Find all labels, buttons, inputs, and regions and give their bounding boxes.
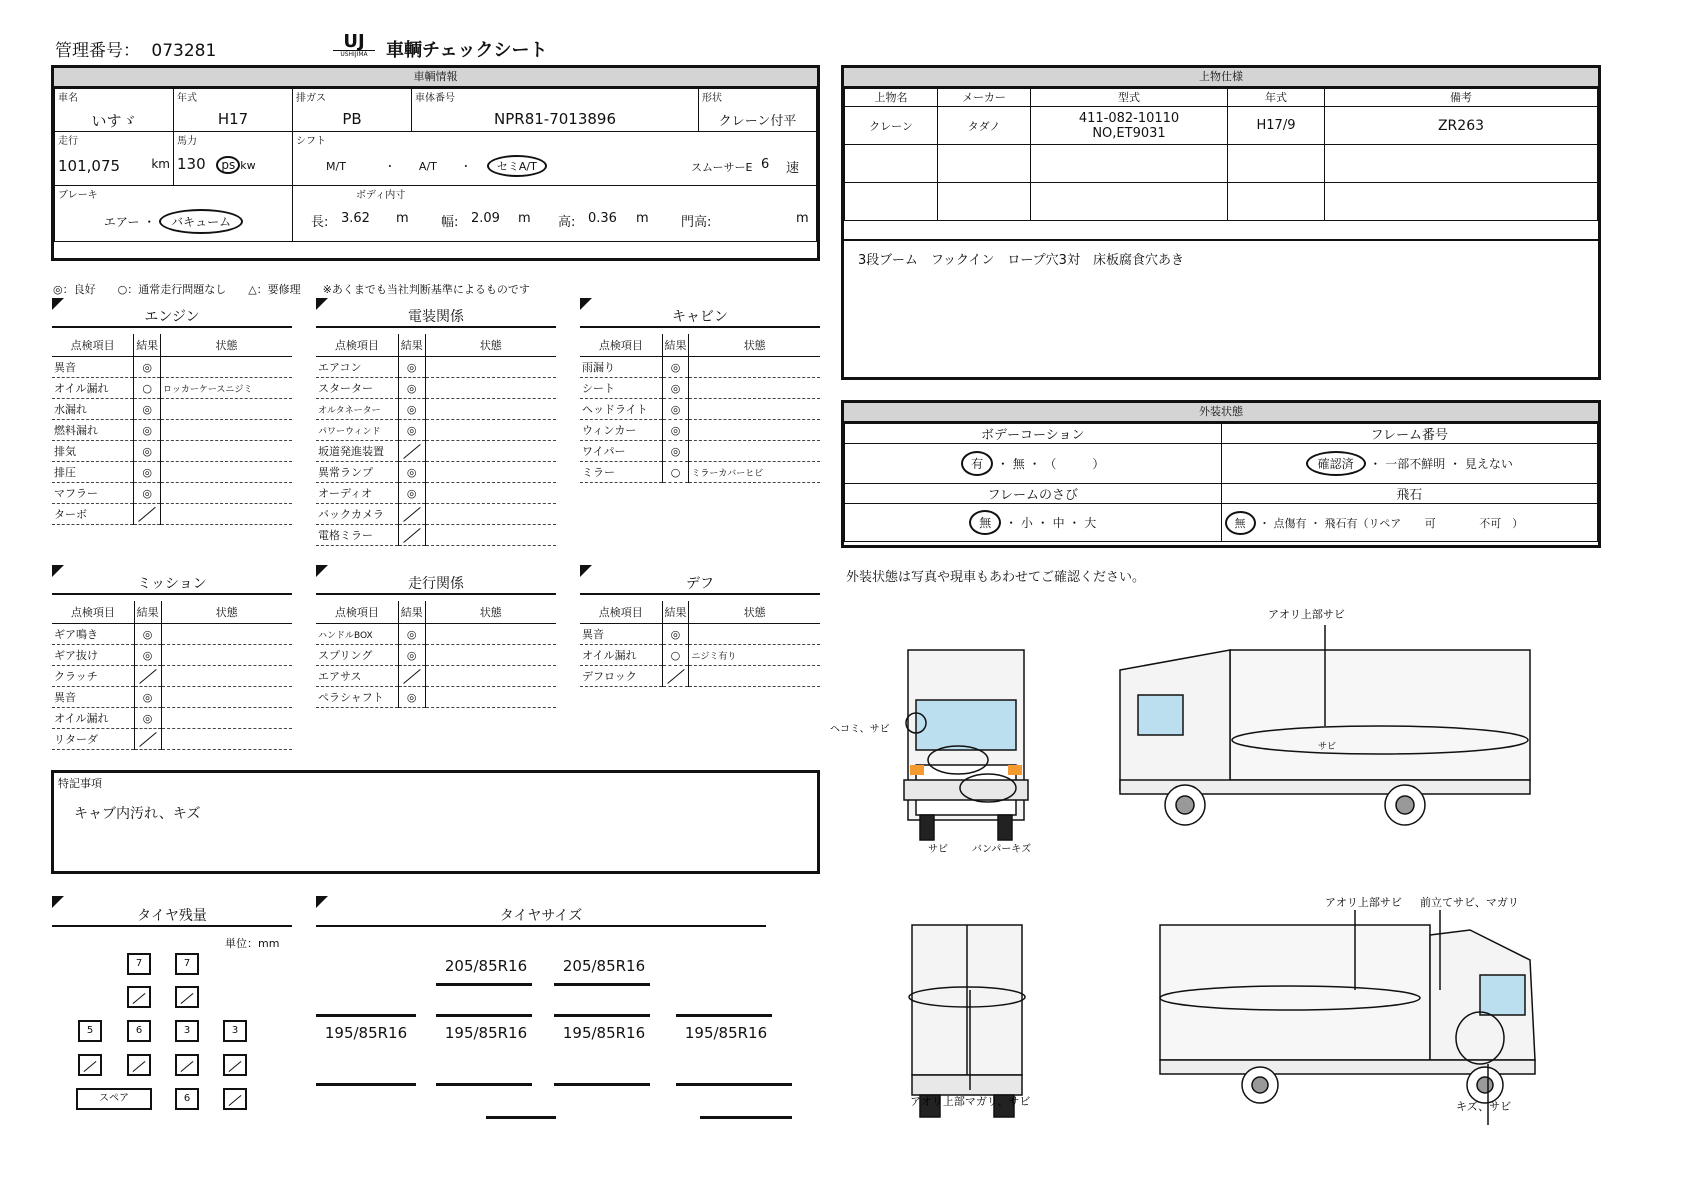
cell-name: 車名 いすゞ — [55, 89, 174, 132]
hdr-frame-no: フレーム番号 — [1221, 424, 1598, 444]
check-result: ◎ — [398, 420, 425, 441]
tire-line — [676, 1083, 792, 1086]
note-9: サビ — [1318, 741, 1337, 751]
check-state — [425, 357, 556, 378]
col-header-result: 結果 — [398, 601, 425, 624]
body-coat-values: 有 ・ 無 ・ （ ） — [845, 444, 1222, 484]
check-item: ウィンカー — [580, 420, 662, 441]
special-text: キャブ内汚れ、キズ — [74, 806, 201, 822]
electric-title: 電装関係 — [316, 306, 556, 328]
check-result: ◎ — [134, 483, 161, 504]
check-state — [161, 645, 292, 666]
col-header-item: 点検項目 — [316, 334, 398, 357]
hdr-year: 年式 — [1228, 89, 1325, 107]
check-row — [580, 357, 820, 378]
check-row — [52, 357, 292, 378]
check-state: ミラーカバーヒビ — [689, 462, 820, 483]
tire-size-front-1: 205/85R16 — [444, 957, 528, 975]
check-item: ヘッドライト — [580, 399, 662, 420]
check-result: ◎ — [662, 441, 689, 462]
exterior-bar: 外装状態 — [844, 403, 1598, 423]
check-item: オーディオ — [316, 483, 398, 504]
col-header-result: 結果 — [662, 601, 689, 624]
check-row — [316, 624, 556, 645]
check-state — [161, 624, 292, 645]
tire-rear-3-na — [175, 1054, 199, 1076]
cell-chassis: 車体番号 NPR81-7013896 — [412, 89, 699, 132]
note-3: サビ — [928, 844, 948, 855]
check-item: ワイパー — [580, 441, 662, 462]
tire-front-left: 7 — [127, 953, 151, 975]
check-result: ◎ — [398, 378, 425, 399]
management-number — [55, 36, 216, 61]
check-state — [425, 504, 556, 525]
check-state — [689, 378, 820, 399]
check-item: ターボ — [52, 504, 134, 525]
check-result — [134, 729, 161, 750]
vacuum-circled: バキューム — [159, 209, 243, 234]
truck-front-view — [904, 650, 1028, 840]
check-result: ◎ — [398, 462, 425, 483]
cell-year: 年式 H17 — [174, 89, 293, 132]
check-state — [425, 687, 556, 708]
check-item: デフロック — [580, 666, 662, 687]
tire-rear-2-na — [127, 1054, 151, 1076]
truck-diagrams — [820, 590, 1620, 1150]
check-row — [580, 624, 820, 645]
check-row — [52, 399, 292, 420]
check-state: ニジミ有り — [689, 645, 820, 666]
col-header-result: 結果 — [134, 334, 161, 357]
drive-title: 走行関係 — [316, 573, 556, 595]
chip-values: 無 ・ 点傷有 ・ 飛石有（リペア 可 不可 ） — [1221, 504, 1598, 542]
check-row — [316, 399, 556, 420]
tire-size-title: タイヤサイズ — [316, 905, 766, 927]
check-row — [316, 666, 556, 687]
note-5: アオリ上部サビ — [1325, 897, 1402, 909]
check-state — [425, 378, 556, 399]
tire-remain-title: タイヤ残量 — [52, 905, 292, 927]
company-logo — [333, 31, 375, 62]
check-state — [689, 666, 820, 687]
check-row — [316, 357, 556, 378]
col-header-item: 点検項目 — [580, 334, 662, 357]
tire-rear-2: 6 — [127, 1020, 151, 1042]
drive-table — [316, 601, 556, 708]
tire-size-rear-4: 195/85R16 — [684, 1024, 768, 1042]
exterior-box — [841, 400, 1601, 548]
check-item: オイル漏れ — [580, 645, 662, 666]
col-header-state: 状態 — [689, 601, 820, 624]
check-item: オルタネーター — [316, 399, 398, 420]
hdr-body-coat: ボデーコーション — [845, 424, 1222, 444]
check-item: エアサス — [316, 666, 398, 687]
check-state — [161, 687, 292, 708]
col-header-state: 状態 — [425, 601, 556, 624]
check-result — [398, 441, 425, 462]
check-state — [425, 525, 556, 546]
electric-table — [316, 334, 556, 546]
vehicle-info-box — [51, 65, 820, 261]
check-state: ロッカーケースニジミ — [161, 378, 292, 399]
check-row — [580, 462, 820, 483]
frame-no-values: 確認済 ・ 一部不鮮明 ・ 見えない — [1221, 444, 1598, 484]
check-state — [425, 483, 556, 504]
check-row — [316, 483, 556, 504]
check-result — [398, 525, 425, 546]
exterior-grid — [844, 423, 1598, 542]
diff-title: デフ — [580, 573, 820, 595]
check-state — [689, 399, 820, 420]
tire-size-rear-3: 195/85R16 — [562, 1024, 646, 1042]
check-row — [580, 645, 820, 666]
check-item: 異常ランプ — [316, 462, 398, 483]
check-item: パワーウィンド — [316, 420, 398, 441]
check-state — [161, 399, 292, 420]
check-item: 雨漏り — [580, 357, 662, 378]
check-result: ◎ — [134, 624, 161, 645]
tire-line — [554, 1014, 650, 1017]
upper-note: ZR263 — [1325, 107, 1598, 145]
check-result: ◎ — [134, 645, 161, 666]
note-1: アオリ上部サビ — [1268, 609, 1345, 621]
check-item: ギア抜け — [52, 645, 134, 666]
check-state — [425, 666, 556, 687]
check-result: ◎ — [662, 399, 689, 420]
check-row — [316, 525, 556, 546]
check-item: スプリング — [316, 645, 398, 666]
check-item: クラッチ — [52, 666, 134, 687]
check-row — [580, 399, 820, 420]
tire-spare: 6 — [175, 1088, 199, 1110]
check-item: 坂道発進装置 — [316, 441, 398, 462]
cell-brake: ブレーキ エアー ・ バキューム — [55, 186, 293, 242]
check-item: 電格ミラー — [316, 525, 398, 546]
semi-at-circled: セミA/T — [487, 155, 547, 177]
col-header-state: 状態 — [161, 334, 292, 357]
check-state — [425, 462, 556, 483]
check-row — [580, 378, 820, 399]
check-result: ◎ — [134, 357, 161, 378]
legend: ◎：良好 ○：通常走行問題なし △：要修理 ※あくまでも当社判断基準によるものです — [53, 283, 530, 296]
upper-maker: タダノ — [938, 107, 1031, 145]
check-item: オイル漏れ — [52, 708, 134, 729]
special-label: 特記事項 — [58, 777, 102, 790]
check-item: 異音 — [580, 624, 662, 645]
rust-values: 無 ・ 小 ・ 中 ・ 大 — [845, 504, 1222, 542]
tire-size-front-2: 205/85R16 — [562, 957, 646, 975]
truck-side-view-2 — [1160, 910, 1535, 1125]
check-item: ギア鳴き — [52, 624, 134, 645]
mission-title: ミッション — [52, 573, 292, 595]
vehicle-info-bar: 車輌情報 — [54, 68, 817, 88]
cabin-title: キャビン — [580, 306, 820, 328]
check-row — [316, 462, 556, 483]
page-title: 車輌チェックシート — [386, 40, 548, 61]
check-row — [316, 687, 556, 708]
check-row — [52, 420, 292, 441]
check-row — [52, 645, 292, 666]
cell-power: 馬力 130 ps kw — [174, 132, 293, 186]
col-header-result: 結果 — [398, 334, 425, 357]
check-state — [425, 441, 556, 462]
check-result: ◎ — [134, 687, 161, 708]
note-4: バンパーキズ — [972, 844, 1032, 855]
logo-text: USHIJIMA — [333, 50, 375, 58]
check-result: ◎ — [134, 708, 161, 729]
check-item: 燃料漏れ — [52, 420, 134, 441]
check-item: 排圧 — [52, 462, 134, 483]
col-header-state: 状態 — [689, 334, 820, 357]
tire-line — [700, 1116, 792, 1119]
exterior-note: 外装状態は写真や現車もあわせてご確認ください。 — [846, 570, 1146, 585]
upper-spec-bar: 上物仕様 — [844, 68, 1598, 88]
check-result: ◎ — [134, 399, 161, 420]
logo-mark-icon: UJ — [343, 31, 365, 52]
check-state — [425, 399, 556, 420]
check-state — [425, 645, 556, 666]
check-result — [398, 666, 425, 687]
tire-line — [436, 1083, 532, 1086]
col-header-item: 点検項目 — [580, 601, 662, 624]
special-notes-box — [51, 770, 820, 874]
engine-table — [52, 334, 292, 525]
hdr-upper-name: 上物名 — [845, 89, 938, 107]
col-header-result: 結果 — [662, 334, 689, 357]
check-row — [316, 378, 556, 399]
tire-rear-4: 3 — [223, 1020, 247, 1042]
check-result: ◎ — [398, 687, 425, 708]
tire-line — [316, 1083, 416, 1086]
check-state — [161, 357, 292, 378]
tire-unit: 単位：mm — [225, 937, 280, 950]
check-row — [316, 504, 556, 525]
check-result — [662, 666, 689, 687]
note-6: 前立てサビ、マガリ — [1420, 897, 1519, 909]
check-item: ペラシャフト — [316, 687, 398, 708]
spare-label: スペア — [76, 1088, 152, 1110]
check-item: エアコン — [316, 357, 398, 378]
check-result: ◎ — [398, 645, 425, 666]
tire-front-left-na — [127, 986, 151, 1008]
hdr-chip: 飛石 — [1221, 484, 1598, 504]
note-8: キズ、サビ — [1456, 1101, 1512, 1113]
cell-shift: シフト M/T ・ A/T ・ セミA/T スムーサーE 6 速 — [293, 132, 817, 186]
mgmt-no: 073281 — [151, 41, 217, 61]
check-state — [161, 483, 292, 504]
check-row — [52, 441, 292, 462]
check-state — [689, 357, 820, 378]
cell-shape: 形状 クレーン付平 — [699, 89, 817, 132]
col-header-item: 点検項目 — [52, 601, 134, 624]
check-result: ◎ — [398, 624, 425, 645]
check-item: シート — [580, 378, 662, 399]
check-item: 異音 — [52, 687, 134, 708]
tire-front-right: 7 — [175, 953, 199, 975]
col-header-item: 点検項目 — [316, 601, 398, 624]
check-result: ◎ — [398, 399, 425, 420]
check-row — [52, 504, 292, 525]
col-header-state: 状態 — [161, 601, 292, 624]
col-header-state: 状態 — [425, 334, 556, 357]
check-row — [580, 441, 820, 462]
check-item: オイル漏れ — [52, 378, 134, 399]
check-row — [316, 420, 556, 441]
check-row — [52, 666, 292, 687]
diff-table — [580, 601, 820, 687]
check-state — [689, 624, 820, 645]
check-item: マフラー — [52, 483, 134, 504]
upper-year: H17/9 — [1228, 107, 1325, 145]
tire-size-rear-2: 195/85R16 — [444, 1024, 528, 1042]
upper-spec-box — [841, 65, 1601, 380]
tire-line — [554, 983, 650, 986]
upper-spec-grid — [844, 88, 1598, 221]
upper-model: 411-082-10110 NO,ET9031 — [1031, 107, 1228, 145]
check-item: バックカメラ — [316, 504, 398, 525]
hdr-maker: メーカー — [938, 89, 1031, 107]
check-item: 異音 — [52, 357, 134, 378]
check-state — [689, 441, 820, 462]
upper-name: クレーン — [845, 107, 938, 145]
check-result: ◎ — [398, 483, 425, 504]
check-state — [161, 441, 292, 462]
check-row — [580, 666, 820, 687]
tire-rear-3: 3 — [175, 1020, 199, 1042]
check-state — [161, 420, 292, 441]
truck-rear-view — [909, 925, 1025, 1117]
check-result: ◎ — [134, 462, 161, 483]
mission-table — [52, 601, 292, 750]
tire-rear-4-na — [223, 1054, 247, 1076]
check-result: ◎ — [662, 378, 689, 399]
check-item: ハンドルBOX — [316, 624, 398, 645]
check-result: ◎ — [662, 357, 689, 378]
check-result: ◎ — [398, 357, 425, 378]
check-item: ミラー — [580, 462, 662, 483]
check-state — [161, 666, 292, 687]
upper-remarks: 3段ブーム フックイン ロープ穴3対 床板腐食穴あき — [844, 239, 1598, 276]
tire-line — [676, 1014, 772, 1017]
tire-size-rear-1: 195/85R16 — [324, 1024, 408, 1042]
check-state — [161, 708, 292, 729]
check-state — [425, 624, 556, 645]
check-row — [580, 420, 820, 441]
check-result — [134, 666, 161, 687]
tire-front-right-na — [175, 986, 199, 1008]
cell-mileage: 走行 101,075 km — [55, 132, 174, 186]
check-row — [52, 708, 292, 729]
check-result: ○ — [134, 378, 161, 399]
check-row — [52, 462, 292, 483]
truck-side-view — [1120, 625, 1530, 825]
check-state — [161, 729, 292, 750]
check-state — [689, 420, 820, 441]
tire-line — [316, 1014, 416, 1017]
check-result: ◎ — [662, 624, 689, 645]
tire-rear-1-na — [78, 1054, 102, 1076]
check-result: ◎ — [134, 420, 161, 441]
check-item: 水漏れ — [52, 399, 134, 420]
check-result: ○ — [662, 645, 689, 666]
cabin-table — [580, 334, 820, 483]
vehicle-info-grid — [54, 88, 817, 242]
check-row — [52, 624, 292, 645]
check-item: 排気 — [52, 441, 134, 462]
tire-line — [436, 1014, 532, 1017]
check-row — [52, 687, 292, 708]
hdr-note: 備考 — [1325, 89, 1598, 107]
check-result: ◎ — [134, 441, 161, 462]
cell-emission: 排ガス PB — [293, 89, 412, 132]
tire-line — [554, 1083, 650, 1086]
tire-spare-na — [223, 1088, 247, 1110]
check-row — [316, 645, 556, 666]
tire-line — [436, 983, 532, 986]
check-state — [161, 504, 292, 525]
hdr-model: 型式 — [1031, 89, 1228, 107]
col-header-item: 点検項目 — [52, 334, 134, 357]
check-state — [161, 462, 292, 483]
check-result — [134, 504, 161, 525]
check-row — [316, 441, 556, 462]
check-result: ◎ — [662, 420, 689, 441]
check-state — [425, 420, 556, 441]
note-2: ヘコミ、サビ — [830, 724, 890, 735]
check-item: スターター — [316, 378, 398, 399]
tire-rear-1: 5 — [78, 1020, 102, 1042]
ps-circled: ps — [216, 156, 240, 174]
check-row — [52, 378, 292, 399]
check-row — [52, 483, 292, 504]
col-header-result: 結果 — [134, 601, 161, 624]
check-result — [398, 504, 425, 525]
check-row — [52, 729, 292, 750]
engine-title: エンジン — [52, 306, 292, 328]
tire-line — [486, 1116, 556, 1119]
cell-body-dim: ボディ内寸 長: 3.62 m 幅: 2.09 m 高: 0.36 m 門高: m — [293, 186, 817, 242]
mgmt-label: 管理番号： — [55, 41, 140, 61]
hdr-frame-rust: フレームのさび — [845, 484, 1222, 504]
check-item: リターダ — [52, 729, 134, 750]
note-7: アオリ上部マガリ、サビ — [910, 1096, 1031, 1108]
check-result: ○ — [662, 462, 689, 483]
